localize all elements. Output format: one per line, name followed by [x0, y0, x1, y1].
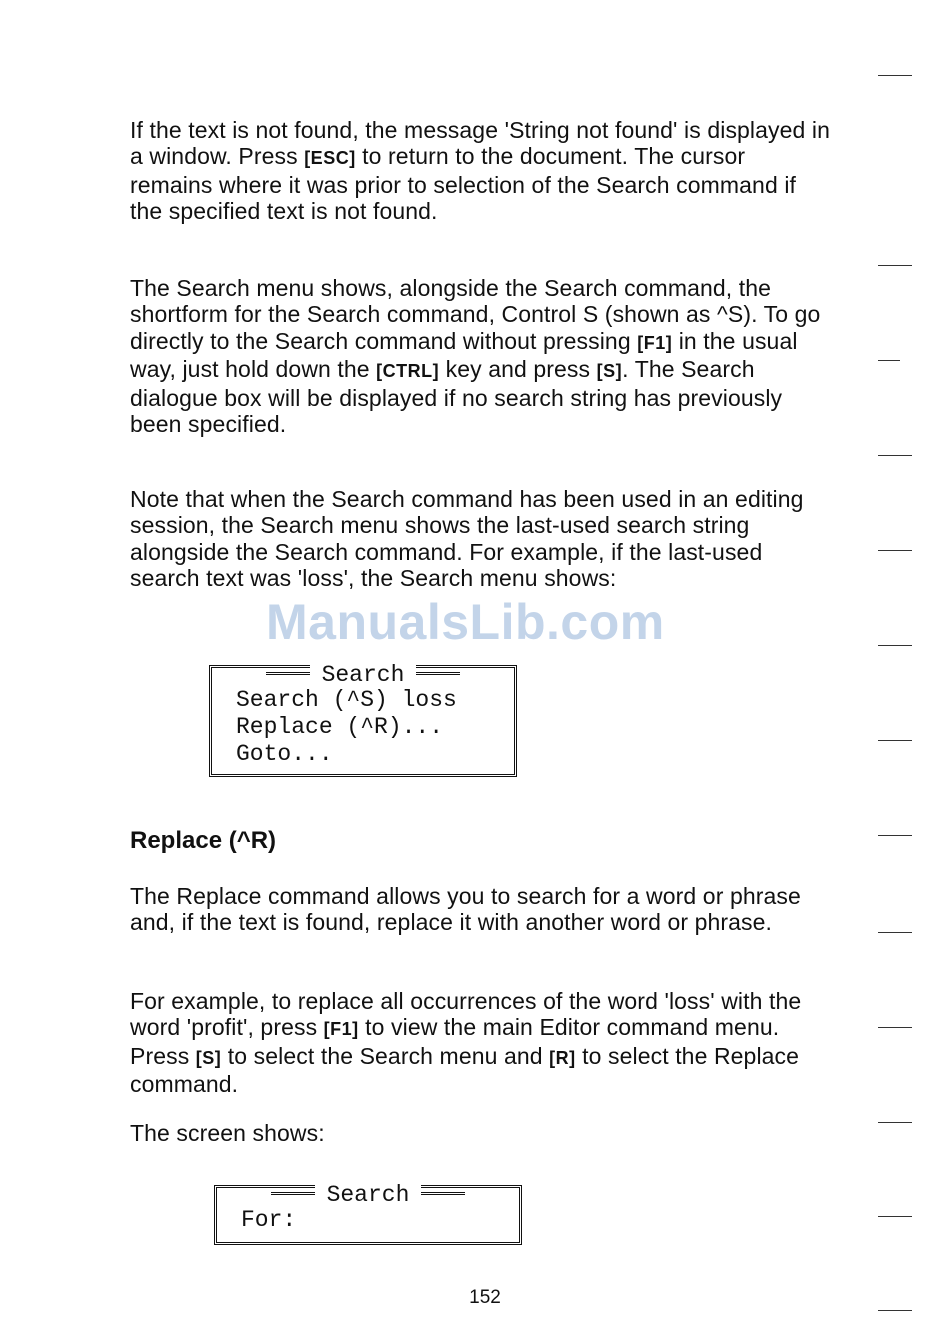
- text-run: in the usual way, just hold down the: [130, 327, 798, 383]
- menu-item-search: Search (^S) loss: [236, 687, 457, 713]
- search-menu-title-bar: [212, 661, 514, 688]
- margin-mark: [878, 1310, 912, 1311]
- paragraph-last-used-search: [130, 486, 830, 592]
- text-run: key and press: [439, 356, 597, 383]
- section-heading-replace: Replace (^R): [130, 827, 277, 854]
- key-esc: [ESC]: [304, 148, 356, 169]
- menu-item-goto: Goto...: [236, 741, 333, 767]
- menu-item-replace: Replace (^R)...: [236, 714, 444, 740]
- watermark: ManualsLib.com: [266, 594, 665, 650]
- text-run: The screen shows:: [130, 1120, 325, 1146]
- search-dialog-title: Search: [315, 1182, 422, 1209]
- page-number: 152: [469, 1287, 501, 1308]
- title-rule-left: [271, 1192, 315, 1198]
- title-rule-right: [416, 672, 460, 678]
- paragraph-screen-shows: [130, 1120, 830, 1146]
- text-run: Note that when the Search command has been used in an editing session, the Search menu shows the last-used search string alongside the Search command. For example, if the last-used search text was 'loss', the Search menu shows:: [130, 486, 804, 592]
- search-menu-items: [236, 687, 457, 768]
- margin-mark: [878, 932, 912, 933]
- margin-mark: [878, 1216, 912, 1217]
- search-dialog-box: [214, 1181, 522, 1245]
- margin-mark: [878, 265, 912, 266]
- search-menu-title: Search: [310, 662, 417, 689]
- search-dialog-fields: [241, 1207, 296, 1234]
- title-rule-left: [266, 672, 310, 678]
- key-r: [R]: [549, 1047, 576, 1068]
- search-menu-box: [209, 661, 517, 777]
- title-rule-right: [421, 1192, 465, 1198]
- paragraph-string-not-found: [130, 117, 830, 225]
- margin-mark: [878, 740, 912, 741]
- key-ctrl: [CTRL]: [376, 361, 440, 382]
- margin-mark: [878, 360, 900, 361]
- search-for-label: For:: [241, 1207, 297, 1233]
- text-run: The Replace command allows you to search for a word or phrase and, if the text is found, replace it with another word or phrase.: [130, 883, 801, 936]
- text-run: to select the Search menu and: [221, 1042, 550, 1069]
- key-s: [S]: [195, 1047, 222, 1068]
- margin-mark: [878, 455, 912, 456]
- text-run: . The Search dialogue box will be displayed if no search string has previously been specified.: [130, 356, 783, 438]
- margin-mark: [878, 1122, 912, 1123]
- text-run: If the text is not found, the message 'String not found' is displayed in a window. Press: [130, 117, 831, 170]
- text-run: For example, to replace all occurrences of the word 'loss' with the word 'profit', press: [130, 988, 802, 1041]
- text-run: to view the main Editor command menu. Press: [130, 1014, 780, 1069]
- margin-mark: [878, 645, 912, 646]
- margin-mark: [878, 75, 912, 76]
- paragraph-replace-example: [130, 988, 830, 1098]
- search-dialog-title-bar: [217, 1181, 519, 1208]
- margin-mark: [878, 550, 912, 551]
- text-run: The Search menu shows, alongside the Search command, the shortform for the Search command, Control S (shown as ^S). To go directly to the Search command without pressing: [130, 275, 821, 354]
- key-s: [S]: [596, 361, 623, 382]
- paragraph-replace-description: [130, 883, 830, 936]
- paragraph-search-shortform: [130, 275, 830, 437]
- margin-mark: [878, 1027, 912, 1028]
- text-run: to select the Replace command.: [130, 1042, 800, 1098]
- margin-mark: [878, 835, 912, 836]
- key-f1: [F1]: [323, 1019, 359, 1040]
- key-f1: [F1]: [637, 332, 673, 353]
- text-run: to return to the document. The cursor remains where it was prior to selection of the Search command if the specified text is not found.: [130, 143, 797, 225]
